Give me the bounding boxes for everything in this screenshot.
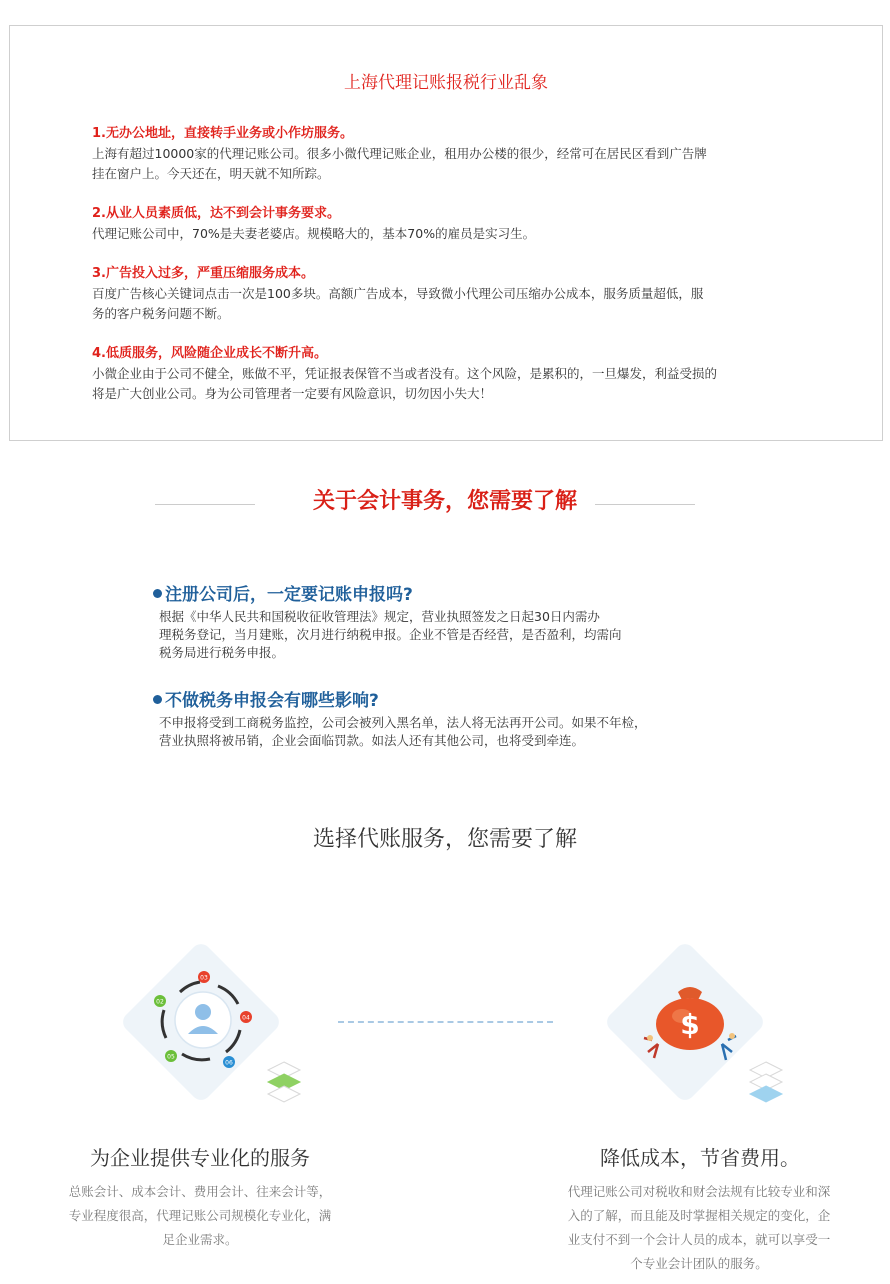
feature-description-line: 入的了解，而且能及时掌握相关规定的变化，企 — [567, 1208, 831, 1223]
layers-blue-icon — [747, 1058, 785, 1106]
feature-description — [50, 1180, 350, 1252]
about-section-header — [0, 482, 890, 518]
about-section-title: 关于会计事务，您需要了解 — [312, 489, 577, 514]
faq-item — [153, 688, 753, 750]
faq-question-text: 注册公司后，一定要记账申报吗? — [165, 585, 413, 605]
chaos-title: 上海代理记账报税行业乱象 — [344, 73, 548, 93]
faq-question — [153, 582, 753, 608]
chaos-item — [92, 204, 832, 244]
chaos-item-text: 代理记账公司中，70%是夫妻老婆店。规模略大的，基本70%的雇员是实习生。 — [92, 226, 536, 241]
feature-title: 降低成本，节省费用。 — [600, 1146, 800, 1170]
service-section-title: 选择代账服务，您需要了解 — [312, 827, 577, 852]
bullet-dot-icon — [153, 589, 162, 598]
chaos-item-text: 小微企业由于公司不健全，账做不平，凭证报表保管不当或者没有。这个风险，是累积的，一旦爆发，利益受损的 — [92, 366, 718, 381]
money-bag-icon — [640, 978, 740, 1068]
faq-answer-line: 不申报将受到工商税务监控，公司会被列入黑名单，法人将无法再开公司。如果不年检， — [159, 715, 647, 730]
chaos-item-heading: 3.广告投入过多，严重压缩服务成本。 — [92, 266, 314, 281]
chaos-item-heading: 2.从业人员素质低，达不到会计事务要求。 — [92, 206, 340, 221]
chaos-item-heading: 4.低质服务，风险随企业成长不断升高。 — [92, 346, 327, 361]
cycle-label: 04 — [242, 1014, 250, 1022]
feature-description-line: 代理记账公司对税收和财会法规有比较专业和深 — [567, 1184, 831, 1199]
feature-title: 为企业提供专业化的服务 — [90, 1146, 310, 1170]
chaos-item-text: 将是广大创业公司。身为公司管理者一定要有风险意识，切勿因小失大！ — [92, 386, 493, 401]
chaos-item — [92, 124, 832, 184]
faq-question-text: 不做税务申报会有哪些影响? — [165, 691, 379, 711]
feature-description-line: 专业程度很高，代理记账公司规模化专业化，满 — [68, 1208, 332, 1223]
faq-answer-line: 理税务登记，当月建账，次月进行纳税申报。企业不管是否经营，是否盈利，均需向 — [159, 627, 622, 642]
feature-description-line: 足企业需求。 — [162, 1232, 238, 1247]
faq-question — [153, 688, 753, 714]
cycle-label: 05 — [167, 1053, 175, 1061]
bullet-dot-icon — [153, 695, 162, 704]
feature-description-line: 总账会计、成本会计、费用会计、往来会计等， — [68, 1184, 332, 1199]
feature-description-line: 个专业会计团队的服务。 — [630, 1256, 768, 1271]
cycle-label: 06 — [225, 1059, 233, 1067]
faq-item — [153, 582, 753, 662]
faq-answer-line: 营业执照将被吊销，企业会面临罚款。如法人还有其他公司，也将受到牵连。 — [159, 733, 585, 748]
professional-service-cycle-icon — [140, 962, 270, 1082]
chaos-item — [92, 344, 832, 404]
cycle-label: 03 — [200, 974, 208, 982]
faq-answer-line: 根据《中华人民共和国税收征收管理法》规定，营业执照签发之日起30日内需办 — [159, 609, 600, 624]
chaos-item — [92, 264, 832, 324]
chaos-item-text: 百度广告核心关键词点击一次是100多块。高额广告成本，导致微小代理公司压缩办公成本，服务质量超低，服 — [92, 286, 704, 301]
dashed-connector — [338, 1021, 553, 1023]
money-symbol: $ — [680, 1008, 700, 1041]
chaos-item-heading: 1.无办公地址，直接转手业务或小作坊服务。 — [92, 126, 353, 141]
industry-chaos-box — [9, 25, 883, 441]
divider — [595, 504, 695, 505]
chaos-item-text: 挂在窗户上。今天还在，明天就不知所踪。 — [92, 166, 330, 181]
feature-description-line: 业支付不到一个会计人员的成本，就可以享受一 — [567, 1232, 831, 1247]
layers-green-icon — [265, 1058, 303, 1106]
feature-description — [548, 1180, 850, 1276]
chaos-item-text: 上海有超过10000家的代理记账公司。很多小微代理记账企业，租用办公楼的很少，经常可在居民区看到广告牌 — [92, 146, 707, 161]
cycle-label: 02 — [156, 998, 164, 1006]
chaos-item-text: 务的客户税务问题不断。 — [92, 306, 230, 321]
faq-answer-line: 税务局进行税务申报。 — [159, 645, 285, 660]
